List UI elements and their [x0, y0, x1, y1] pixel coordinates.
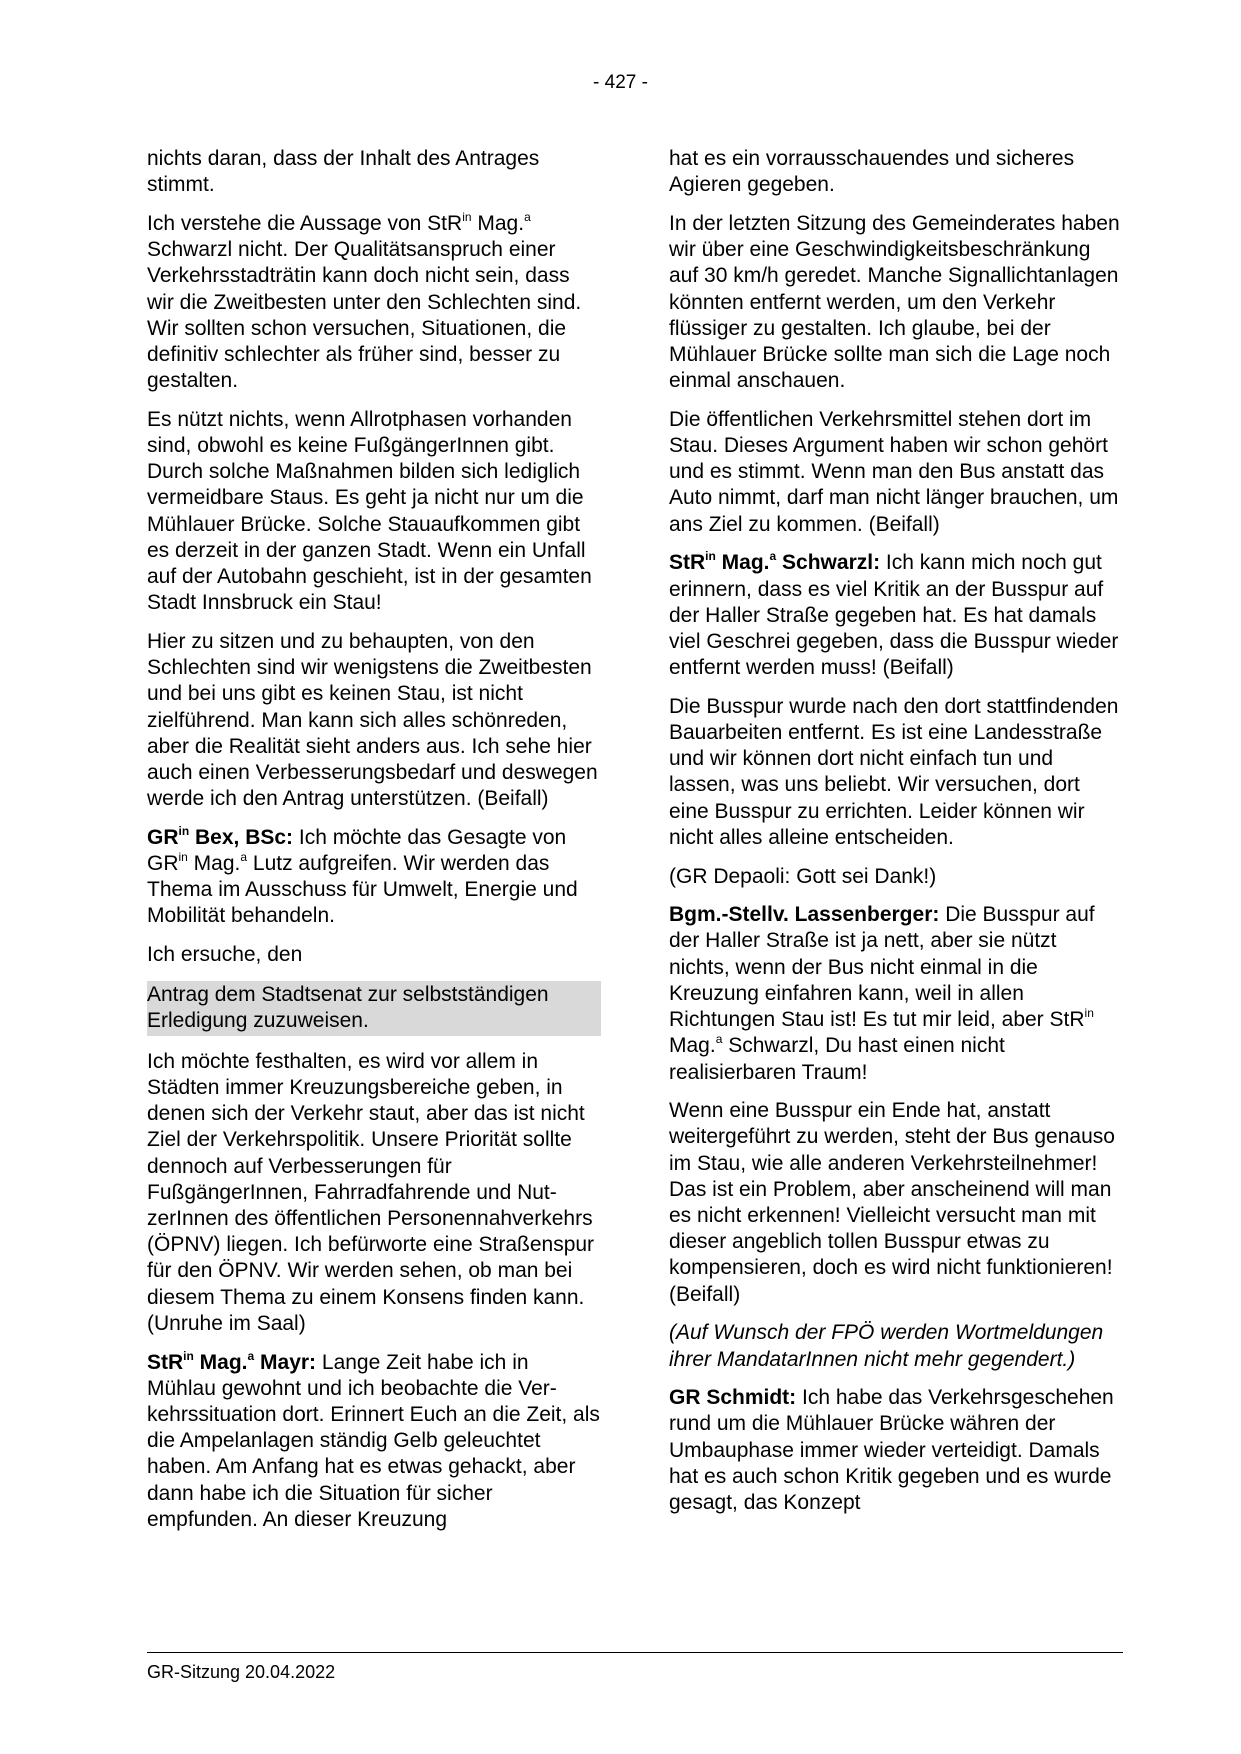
text-run: Mag.	[187, 852, 241, 876]
text-run: Schwarzl nicht. Der Qualitätsanspruch einer Verkehrsstadträtin kann doch nicht sein, dass wir die Zweitbesten unter den Schlechten sind. Wir sollten schon versuchen, Situationen, die definitiv schlechter als früher sind, besser zu gestalten.	[147, 238, 582, 393]
text-run: Bex, BSc:	[189, 825, 294, 849]
speaker-name	[147, 823, 294, 849]
italic-note: (Auf Wunsch der FPÖ werden Wortmeldungen ihrer MandatarInnen nicht mehr gegendert.)	[669, 1321, 1104, 1371]
paragraph	[147, 211, 601, 394]
paragraph: Ich möchte festhalten, es wird vor allem in Städten immer Kreuzungsbereiche geben, in denen sich der Verkehr staut, aber das ist nicht Ziel der Verkehrspolitik. Unsere Priorität sollte dennoch auf Verbesserungen für FußgängerInnen, Fahrradfahrende und NutzerInnen des öffentlichen Personennahverkehrs (ÖPNV) liegen. Ich befürworte eine Straßenspur für den ÖPNV. Wir werden sehen, ob man bei diesem Thema zu einem Konsens finden kann. (Unruhe im Saal)	[147, 1049, 595, 1335]
text-run: GR	[147, 825, 179, 849]
text-run: StR	[669, 551, 706, 575]
speaker-name	[669, 551, 880, 574]
text-run: Lutz aufgreifen. Wir werden das Thema im Ausschuss für Umwelt, Energie und Mobilität behandeln.	[147, 852, 578, 928]
superscript: in	[183, 1348, 194, 1363]
text-run: Lange Zeit habe ich in Mühlau gewohnt und ich beobachte die Verkehrssituation dort. Erinnert Euch an die Zeit, als die Ampelanlagen ständig Gelb geleuchtet haben. Am Anfang hat es etwas gehackt, aber dann habe ich die Situation für sicher empfunden. An dieser Kreuzung	[147, 1350, 600, 1531]
footer-rule	[147, 1652, 1123, 1653]
superscript: a	[240, 850, 248, 865]
paragraph: Es nützt nichts, wenn Allrotphasen vorhanden sind, obwohl es keine FußgängerInnen gibt. Durch solche Maßnahmen bilden sich lediglich vermeidbare Staus. Es geht ja nicht nur um die Mühlauer Brücke. Solche Stauaufkommen gibt es derzeit in der ganzen Stadt. Wenn ein Unfall auf der Autobahn geschieht, ist in der gesamten Stadt Innsbruck ein Stau!	[147, 407, 592, 615]
footer-text: GR-Sitzung 20.04.2022	[147, 1662, 336, 1682]
paragraph: (GR Depaoli: Gott sei Dank!)	[669, 864, 937, 888]
superscript: in	[178, 823, 190, 838]
page-number: - 427 -	[593, 72, 648, 93]
paragraph: nichts daran, dass der Inhalt des Antrages stimmt.	[147, 147, 540, 197]
motion-highlight: Antrag dem Stadtsenat zur selbstständigen Erledigung zuzuweisen.	[147, 981, 601, 1036]
text-run: Ich habe das Verkehrsgeschehen rund um die Mühlauer Brücke währen der Umbauphase immer wieder verteidigt. Damals hat es auch schon Kritik gegeben und es wurde gesagt, das Konzept	[669, 1386, 1114, 1515]
text-run: Mag.	[715, 551, 770, 575]
paragraph: Ich ersuche, den	[147, 943, 303, 967]
text-run: Ich verstehe die Aussage von StR	[147, 211, 463, 235]
paragraph	[147, 1350, 601, 1533]
paragraph: Hier zu sitzen und zu behaupten, von den Schlechten sind wir wenigstens die Zweitbesten und bei uns gibt es keinen Stau, ist nicht zielführend. Man kann sich alles schönreden, aber die Realität sieht anders aus. Ich sehe hier auch einen Verbesserungsbedarf und deswegen werde ich den Antrag unterstützen. (Beifall)	[147, 629, 598, 811]
paragraph: Wenn eine Busspur ein Ende hat, anstatt weitergeführt zu werden, steht der Bus genauso im Stau, wie alle anderen Verkehrsteilnehmer! Das ist ein Problem, aber anscheinend will man es nicht erkennen! Vielleicht versucht man mit dieser angeblich tollen Busspur etwas zu kompensieren, doch es wird nicht funktionieren! (Beifall)	[669, 1099, 1115, 1306]
speaker-name: Bgm.-Stellv. Lassenberger:	[669, 903, 940, 927]
paragraph: Die öffentlichen Verkehrsmittel stehen dort im Stau. Dieses Argument haben wir schon gehört und es stimmt. Wenn man den Bus anstatt das Auto nimmt, darf man nicht länger brauchen, um ans Ziel zu kommen. (Beifall)	[669, 407, 1119, 536]
paragraph	[669, 1385, 1123, 1516]
superscript: in	[705, 549, 716, 564]
text-run: Schwarzl, Du hast einen nicht realisierbaren Traum!	[669, 1034, 1005, 1084]
superscript: a	[524, 209, 531, 224]
superscript: in	[1084, 1006, 1094, 1021]
superscript: a	[715, 1032, 723, 1047]
paragraph: In der letzten Sitzung des Gemeinderates haben wir über eine Geschwindigkeitsbeschränkung auf 30 km/h geredet. Manche Signallichtanlagen könnten entfernt werden, um den Verkehr flüssiger zu gestalten. Ich glaube, bei der Mühlauer Brücke sollte man sich die Lage noch einmal anschauen.	[669, 211, 1120, 393]
paragraph: Die Busspur wurde nach den dort stattfindenden Bauarbeiten entfernt. Es ist eine Landesstraße und wir können dort nicht einfach tun und lassen, was uns beliebt. Wir versuchen, dort eine Busspur zu errichten. Leider können wir nicht alles alleine entscheiden.	[669, 694, 1119, 849]
speaker-name	[147, 1348, 317, 1374]
text-run: Mayr:	[254, 1350, 317, 1374]
superscript: in	[462, 209, 472, 224]
text-run: Die Busspur auf der Haller Straße ist ja nett, aber sie nützt nichts, wenn der Bus nicht einmal in die Kreuzung einfahren kann, weil in allen Richtungen Stau ist! Es tut mir leid, aber StR	[669, 903, 1095, 1032]
text-run: Ich kann mich noch gut erinnern, dass es viel Kritik an der Busspur auf der Haller Straße gegeben hat. Es hat damals viel Geschrei gegeben, dass die Busspur wieder entfernt werden muss! (Beifall)	[669, 551, 1119, 680]
superscript: a	[769, 549, 777, 564]
text-run: Ich möchte das Gesagte von GR	[147, 825, 567, 876]
text-run: StR	[147, 1350, 184, 1374]
text-run: Mag.	[471, 211, 525, 235]
superscript: a	[247, 1348, 255, 1363]
superscript: in	[178, 850, 188, 865]
paragraph	[669, 902, 1123, 1085]
text-run: Mag.	[193, 1350, 248, 1374]
speaker-name: GR Schmidt:	[669, 1386, 797, 1410]
text-run: Schwarzl:	[776, 551, 881, 575]
paragraph	[147, 825, 601, 930]
paragraph: hat es ein vorrausschauendes und sicheres Agieren gegeben.	[669, 147, 1075, 197]
text-run: Mag.	[669, 1034, 716, 1058]
paragraph	[669, 550, 1123, 681]
right-column	[669, 146, 1123, 1529]
left-column	[147, 146, 601, 1545]
